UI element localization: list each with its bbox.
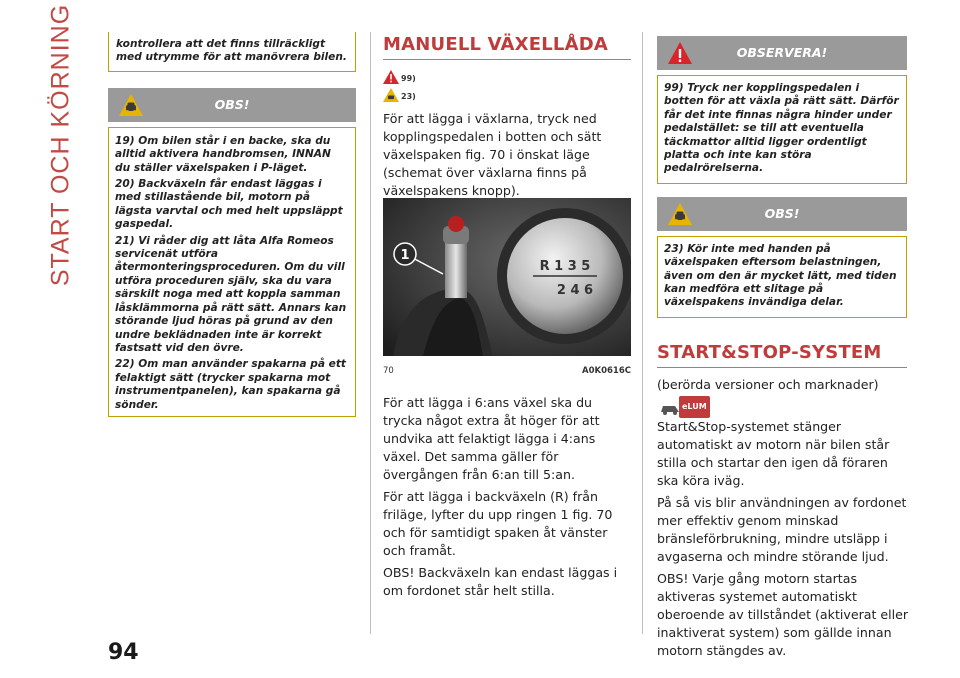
start-stop-body: (berörda versioner och marknader) eLUM Start&Stop-systemet stänger automatiskt av motorn när bilen står stilla och startar den igen då föraren ska köra iväg. På så vis blir användningen av fordonet mer effektiv genom minskad bränsleförbrukning, mindre utsläpp i avgaserna och mindre störande ljud. OBS! Varje gång motorn startas aktiveras systemet automatiskt oberoende av tillståndet (aktiverat eller inaktiverat system) som gällde innan motorn stängdes av. [657,376,909,658]
note-item: 20) Backväxeln får endast läggas i med stillastående bil, motorn på lägsta varvtal och med helt uppsläppt gaspedal. [115,178,343,231]
note-item: 19) Om bilen står i en backe, ska du alltid aktivera handbromsen, INNAN du ställer växelspaken i P-läget. [115,134,331,174]
chapter-side-title: START OCH KÖRNING [46,3,75,287]
intro-box [108,32,356,72]
gear-pattern-bottom: 2 4 6 [556,283,594,298]
gearbox-instructions: För att lägga i 6:ans växel ska du trycka något extra åt höger för att undvika att felaktigt lägga i 4:ans växel. Det samma gäller för övergången från 6:an till 5:an. För att lägga i backväxeln (R) från friläge, lyfter du upp ringen 1 fig. 70 och för samtidigt spaken åt vänster och framåt. OBS! Backväxeln kan endast läggas i om fordonet står helt stilla. [383,395,618,598]
column-divider-left [370,32,371,634]
intro-text: kontrollera att det finns tillräckligt med utrymme för att manövrera bilen. [116,38,347,64]
warning-note-box: 23) Kör inte med handen på växelspaken eftersom belastningen, även om den är mycket lätt, med tiden kan medföra ett slitage på växelspakens invändiga delar. [657,236,907,318]
note-item: 21) Vi råder dig att låta Alfa Romeos servicenät utföra återmonteringsproceduren. Om du vill utföra proceduren själv, ska du vara särskilt noga med att koppla samman låsklämmorna på rätt sätt. Annars kan störande ljud höras på grund av den undre beklädnaden inte är korrekt fastsatt vid den övre. [115,234,347,354]
warning-title: OBS! [764,205,800,221]
figure-code: A0K0616C [582,366,631,376]
warning-banner [657,197,907,231]
danger-title: OBSERVERA! [736,45,828,60]
section-heading-start-stop: START&STOP-SYSTEM [657,341,882,363]
warning-notes-box [108,127,356,417]
danger-note-box: 99) Tryck ner kopplingspedalen i botten för att växla på rätt sätt. Därför får det inte finnas några hinder under pedalstället: se till att eventuella täckmattor alltid ligger ordentligt platta och inte kan störa pedalrörelserna. [657,75,907,184]
column-1 [108,32,356,417]
warning-ref: 23) [383,88,631,104]
gear-pattern-top: R 1 3 5 [539,259,591,274]
danger-banner [657,36,907,70]
column-divider-right [642,32,643,634]
elum-badge-row [657,396,909,416]
car-warning-icon [383,88,399,102]
section-heading-manual-gearbox: MANUELL VÄXELLÅDA [383,34,608,55]
car-version-icon [659,400,681,416]
gear-lever-illustration [383,198,631,356]
figure-caption [383,366,631,376]
note-item: 22) Om man använder spakarna på ett felaktigt sätt (trycker spakarna mot instrumentpanelen), kan spakarna gå sönder. [115,358,346,411]
column-2 [383,32,631,598]
danger-triangle-icon [383,70,399,84]
heading-rule [383,59,631,60]
heading-rule [657,367,907,368]
elum-badge: eLUM [679,396,710,418]
page-number: 94 [108,640,139,665]
figure-number: 70 [383,366,394,376]
warning-banner [108,88,356,122]
danger-ref: 99) [383,70,631,86]
callout-number: 1 [400,248,410,263]
figure-70-gear-lever-photo [383,198,631,356]
column-3 [657,32,907,664]
gearbox-intro: För att lägga i växlarna, tryck ned kopplingspedalen i botten och sätt växelspaken fig. 70 i önskat läge (schemat över växlarna finns på växelspakens knopp). [383,111,602,198]
warning-title: OBS! [214,96,250,112]
